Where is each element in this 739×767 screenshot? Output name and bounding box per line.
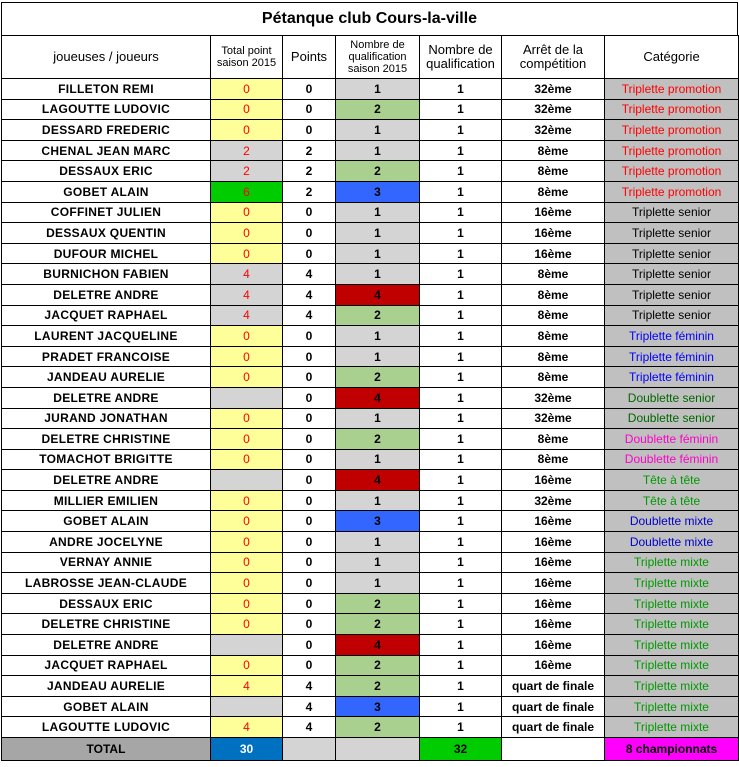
total-points-cell: 0	[211, 552, 283, 573]
table-row	[2, 367, 739, 388]
total-points-cell	[211, 387, 283, 408]
total-points-cell: 2	[211, 140, 283, 161]
points-cell: 0	[283, 202, 336, 223]
table-row	[2, 717, 739, 738]
player-name: LAGOUTTE LUDOVIC	[2, 717, 211, 738]
categorie-cell: Triplette senior	[605, 223, 739, 244]
points-cell: 0	[283, 470, 336, 491]
player-name: DELETRE ANDRE	[2, 470, 211, 491]
categorie-cell: Doublette mixte	[605, 532, 739, 553]
categorie-cell: Triplette mixte	[605, 676, 739, 697]
points-cell: 0	[283, 552, 336, 573]
points-cell: 0	[283, 326, 336, 347]
table-row	[2, 490, 739, 511]
player-name: GOBET ALAIN	[2, 696, 211, 717]
categorie-cell: Triplette mixte	[605, 696, 739, 717]
categorie-cell: Doublette senior	[605, 387, 739, 408]
nb-qualif-2015-cell: 1	[336, 326, 420, 347]
player-name: DELETRE CHRISTINE	[2, 614, 211, 635]
total-points-cell: 0	[211, 593, 283, 614]
points-cell: 4	[283, 305, 336, 326]
arret-cell: 8ème	[502, 284, 605, 305]
table-row	[2, 264, 739, 285]
categorie-cell: Triplette promotion	[605, 181, 739, 202]
points-cell: 4	[283, 696, 336, 717]
nb-qualif-cell: 1	[420, 717, 502, 738]
header-arret: Arrêt de la compétition	[502, 36, 605, 79]
categorie-cell: Triplette senior	[605, 284, 739, 305]
categorie-cell: Triplette mixte	[605, 717, 739, 738]
points-cell: 0	[283, 593, 336, 614]
total-points-cell: 0	[211, 99, 283, 120]
table-row	[2, 655, 739, 676]
nb-qualif-2015-cell: 2	[336, 614, 420, 635]
arret-cell: 8ème	[502, 140, 605, 161]
points-cell: 2	[283, 140, 336, 161]
nb-qualif-cell: 1	[420, 140, 502, 161]
arret-cell: 8ème	[502, 326, 605, 347]
arret-cell: 8ème	[502, 346, 605, 367]
arret-cell: 32ème	[502, 387, 605, 408]
points-cell: 0	[283, 635, 336, 656]
points-cell: 0	[283, 387, 336, 408]
arret-cell: quart de finale	[502, 696, 605, 717]
arret-cell: 8ème	[502, 449, 605, 470]
nb-qualif-cell: 1	[420, 532, 502, 553]
nb-qualif-cell: 1	[420, 243, 502, 264]
nb-qualif-2015-cell: 1	[336, 79, 420, 100]
nb-qualif-2015-cell: 1	[336, 532, 420, 553]
player-name: JANDEAU AURELIE	[2, 676, 211, 697]
nb-qualif-cell: 1	[420, 408, 502, 429]
arret-cell: 16ème	[502, 511, 605, 532]
nb-qualif-cell: 1	[420, 490, 502, 511]
nb-qualif-2015-cell: 2	[336, 367, 420, 388]
player-name: DUFOUR MICHEL	[2, 243, 211, 264]
nb-qualif-2015-cell: 1	[336, 264, 420, 285]
points-cell: 0	[283, 532, 336, 553]
nb-qualif-2015-cell: 4	[336, 284, 420, 305]
categorie-cell: Triplette promotion	[605, 140, 739, 161]
total-empty-nq2015	[336, 738, 420, 761]
categorie-cell: Triplette promotion	[605, 120, 739, 141]
player-name: DESSARD FREDERIC	[2, 120, 211, 141]
nb-qualif-cell: 1	[420, 202, 502, 223]
nb-qualif-cell: 1	[420, 305, 502, 326]
nb-qualif-cell: 1	[420, 573, 502, 594]
total-points-cell: 2	[211, 161, 283, 182]
player-name: JANDEAU AURELIE	[2, 367, 211, 388]
table-row	[2, 223, 739, 244]
nb-qualif-2015-cell: 4	[336, 470, 420, 491]
nb-qualif-2015-cell: 2	[336, 655, 420, 676]
nb-qualif-2015-cell: 2	[336, 429, 420, 450]
header-players: joueuses / joueurs	[2, 36, 211, 79]
total-categories: 8 championnats	[605, 738, 739, 761]
player-name: DELETRE ANDRE	[2, 635, 211, 656]
total-points-cell: 0	[211, 346, 283, 367]
total-points-cell: 4	[211, 717, 283, 738]
total-points-cell: 0	[211, 408, 283, 429]
points-cell: 0	[283, 367, 336, 388]
categorie-cell: Triplette promotion	[605, 79, 739, 100]
table-row	[2, 181, 739, 202]
player-name: PRADET FRANCOISE	[2, 346, 211, 367]
nb-qualif-cell: 1	[420, 696, 502, 717]
nb-qualif-cell: 1	[420, 635, 502, 656]
nb-qualif-cell: 1	[420, 614, 502, 635]
nb-qualif-2015-cell: 4	[336, 635, 420, 656]
categorie-cell: Triplette mixte	[605, 614, 739, 635]
nb-qualif-cell: 1	[420, 449, 502, 470]
table-row	[2, 120, 739, 141]
categorie-cell: Triplette senior	[605, 264, 739, 285]
total-points-cell: 0	[211, 367, 283, 388]
categorie-cell: Tête à tête	[605, 470, 739, 491]
header-nb-qualif: Nombre de qualification	[420, 36, 502, 79]
nb-qualif-cell: 1	[420, 181, 502, 202]
player-name: DELETRE ANDRE	[2, 284, 211, 305]
player-name: DELETRE ANDRE	[2, 387, 211, 408]
player-name: CHENAL JEAN MARC	[2, 140, 211, 161]
points-cell: 0	[283, 99, 336, 120]
total-points-cell: 0	[211, 449, 283, 470]
categorie-cell: Tête à tête	[605, 490, 739, 511]
categorie-cell: Triplette mixte	[605, 593, 739, 614]
nb-qualif-2015-cell: 1	[336, 223, 420, 244]
results-table	[1, 35, 739, 761]
points-cell: 0	[283, 79, 336, 100]
player-name: COFFINET JULIEN	[2, 202, 211, 223]
points-cell: 0	[283, 655, 336, 676]
total-points-cell: 0	[211, 511, 283, 532]
points-cell: 0	[283, 243, 336, 264]
player-name: VERNAY ANNIE	[2, 552, 211, 573]
arret-cell: 32ème	[502, 408, 605, 429]
nb-qualif-cell: 1	[420, 429, 502, 450]
player-name: DESSAUX QUENTIN	[2, 223, 211, 244]
arret-cell: 16ème	[502, 635, 605, 656]
header-categorie: Catégorie	[605, 36, 739, 79]
total-points-cell: 0	[211, 614, 283, 635]
table-row	[2, 552, 739, 573]
arret-cell: 8ème	[502, 181, 605, 202]
table-row	[2, 79, 739, 100]
total-points-cell: 0	[211, 120, 283, 141]
points-cell: 2	[283, 181, 336, 202]
table-row	[2, 449, 739, 470]
nb-qualif-2015-cell: 1	[336, 202, 420, 223]
categorie-cell: Doublette féminin	[605, 449, 739, 470]
arret-cell: 8ème	[502, 367, 605, 388]
nb-qualif-2015-cell: 2	[336, 305, 420, 326]
nb-qualif-cell: 1	[420, 655, 502, 676]
total-points-cell: 0	[211, 202, 283, 223]
player-name: MILLIER EMILIEN	[2, 490, 211, 511]
total-empty-arret	[502, 738, 605, 761]
total-empty-points	[283, 738, 336, 761]
header-nb-qualif-2015: Nombre de qualification saison 2015	[336, 36, 420, 79]
points-cell: 0	[283, 449, 336, 470]
nb-qualif-cell: 1	[420, 79, 502, 100]
nb-qualif-cell: 1	[420, 367, 502, 388]
arret-cell: 32ème	[502, 79, 605, 100]
points-cell: 0	[283, 490, 336, 511]
arret-cell: quart de finale	[502, 676, 605, 697]
total-points-cell	[211, 635, 283, 656]
categorie-cell: Doublette mixte	[605, 511, 739, 532]
arret-cell: 16ème	[502, 552, 605, 573]
player-name: GOBET ALAIN	[2, 181, 211, 202]
nb-qualif-2015-cell: 3	[336, 696, 420, 717]
table-row	[2, 532, 739, 553]
table-row	[2, 243, 739, 264]
nb-qualif-2015-cell: 4	[336, 387, 420, 408]
header-points: Points	[283, 36, 336, 79]
arret-cell: 16ème	[502, 243, 605, 264]
arret-cell: 16ème	[502, 573, 605, 594]
nb-qualif-cell: 1	[420, 593, 502, 614]
table-row	[2, 387, 739, 408]
points-cell: 0	[283, 614, 336, 635]
categorie-cell: Triplette mixte	[605, 573, 739, 594]
points-cell: 0	[283, 573, 336, 594]
table-row	[2, 99, 739, 120]
player-name: JACQUET RAPHAEL	[2, 305, 211, 326]
table-row	[2, 408, 739, 429]
nb-qualif-cell: 1	[420, 552, 502, 573]
arret-cell: 16ème	[502, 470, 605, 491]
points-cell: 0	[283, 223, 336, 244]
player-name: LAGOUTTE LUDOVIC	[2, 99, 211, 120]
nb-qualif-2015-cell: 1	[336, 408, 420, 429]
nb-qualif-2015-cell: 2	[336, 161, 420, 182]
arret-cell: 8ème	[502, 305, 605, 326]
categorie-cell: Doublette féminin	[605, 429, 739, 450]
sheet-title: Pétanque club Cours-la-ville	[1, 2, 738, 35]
arret-cell: 16ème	[502, 202, 605, 223]
table-row	[2, 676, 739, 697]
total-points-cell: 0	[211, 490, 283, 511]
table-row	[2, 593, 739, 614]
nb-qualif-2015-cell: 3	[336, 511, 420, 532]
nb-qualif-2015-cell: 2	[336, 593, 420, 614]
arret-cell: 16ème	[502, 655, 605, 676]
arret-cell: 16ème	[502, 532, 605, 553]
nb-qualif-cell: 1	[420, 511, 502, 532]
player-name: DELETRE CHRISTINE	[2, 429, 211, 450]
nb-qualif-cell: 1	[420, 264, 502, 285]
total-points-cell: 4	[211, 264, 283, 285]
nb-qualif-cell: 1	[420, 470, 502, 491]
nb-qualif-2015-cell: 1	[336, 552, 420, 573]
player-name: BURNICHON FABIEN	[2, 264, 211, 285]
categorie-cell: Triplette senior	[605, 305, 739, 326]
player-name: FILLETON REMI	[2, 79, 211, 100]
total-points-cell: 6	[211, 181, 283, 202]
table-row	[2, 284, 739, 305]
total-points-cell: 0	[211, 573, 283, 594]
total-points-cell: 0	[211, 532, 283, 553]
categorie-cell: Triplette senior	[605, 202, 739, 223]
arret-cell: 16ème	[502, 614, 605, 635]
categorie-cell: Triplette mixte	[605, 655, 739, 676]
table-row	[2, 614, 739, 635]
arret-cell: 16ème	[502, 223, 605, 244]
total-points-cell	[211, 696, 283, 717]
nb-qualif-cell: 1	[420, 99, 502, 120]
nb-qualif-2015-cell: 1	[336, 346, 420, 367]
points-cell: 2	[283, 161, 336, 182]
arret-cell: 16ème	[502, 593, 605, 614]
nb-qualif-cell: 1	[420, 326, 502, 347]
arret-cell: 8ème	[502, 264, 605, 285]
categorie-cell: Triplette senior	[605, 243, 739, 264]
total-nb-qualif-sum: 32	[420, 738, 502, 761]
total-points-cell: 0	[211, 326, 283, 347]
table-row	[2, 326, 739, 347]
nb-qualif-2015-cell: 1	[336, 120, 420, 141]
nb-qualif-cell: 1	[420, 161, 502, 182]
table-row	[2, 573, 739, 594]
categorie-cell: Triplette promotion	[605, 161, 739, 182]
total-points-cell: 0	[211, 223, 283, 244]
player-name: ANDRE JOCELYNE	[2, 532, 211, 553]
categorie-cell: Doublette senior	[605, 408, 739, 429]
table-row	[2, 161, 739, 182]
nb-qualif-2015-cell: 2	[336, 99, 420, 120]
points-cell: 4	[283, 264, 336, 285]
nb-qualif-cell: 1	[420, 387, 502, 408]
player-name: DESSAUX ERIC	[2, 161, 211, 182]
player-name: LAURENT JACQUELINE	[2, 326, 211, 347]
table-row	[2, 429, 739, 450]
points-cell: 0	[283, 346, 336, 367]
arret-cell: 32ème	[502, 120, 605, 141]
nb-qualif-2015-cell: 1	[336, 573, 420, 594]
total-points-cell	[211, 470, 283, 491]
points-cell: 0	[283, 429, 336, 450]
player-name: LABROSSE JEAN-CLAUDE	[2, 573, 211, 594]
total-points-cell: 4	[211, 305, 283, 326]
table-row	[2, 140, 739, 161]
arret-cell: 8ème	[502, 429, 605, 450]
player-name: DESSAUX ERIC	[2, 593, 211, 614]
categorie-cell: Triplette féminin	[605, 367, 739, 388]
nb-qualif-cell: 1	[420, 284, 502, 305]
total-points-cell: 0	[211, 655, 283, 676]
header-total-points: Total point saison 2015	[211, 36, 283, 79]
total-points-cell: 4	[211, 284, 283, 305]
spreadsheet	[1, 2, 738, 761]
categorie-cell: Triplette promotion	[605, 99, 739, 120]
arret-cell: 32ème	[502, 490, 605, 511]
points-cell: 0	[283, 120, 336, 141]
points-cell: 4	[283, 284, 336, 305]
total-label: TOTAL	[2, 738, 211, 761]
table-row	[2, 635, 739, 656]
table-row	[2, 346, 739, 367]
nb-qualif-2015-cell: 2	[336, 717, 420, 738]
table-row	[2, 470, 739, 491]
table-row	[2, 305, 739, 326]
categorie-cell: Triplette mixte	[605, 635, 739, 656]
categorie-cell: Triplette féminin	[605, 346, 739, 367]
header-row	[2, 36, 739, 79]
total-points-sum: 30	[211, 738, 283, 761]
points-cell: 0	[283, 511, 336, 532]
arret-cell: 32ème	[502, 99, 605, 120]
arret-cell: quart de finale	[502, 717, 605, 738]
nb-qualif-2015-cell: 1	[336, 449, 420, 470]
table-row	[2, 696, 739, 717]
total-points-cell: 0	[211, 243, 283, 264]
categorie-cell: Triplette féminin	[605, 326, 739, 347]
categorie-cell: Triplette mixte	[605, 552, 739, 573]
nb-qualif-cell: 1	[420, 346, 502, 367]
nb-qualif-2015-cell: 1	[336, 140, 420, 161]
points-cell: 4	[283, 717, 336, 738]
total-points-cell: 0	[211, 79, 283, 100]
total-points-cell: 4	[211, 676, 283, 697]
total-row	[2, 738, 739, 761]
nb-qualif-2015-cell: 1	[336, 490, 420, 511]
nb-qualif-cell: 1	[420, 676, 502, 697]
total-points-cell: 0	[211, 429, 283, 450]
points-cell: 0	[283, 408, 336, 429]
player-name: JURAND JONATHAN	[2, 408, 211, 429]
player-name: TOMACHOT BRIGITTE	[2, 449, 211, 470]
nb-qualif-cell: 1	[420, 120, 502, 141]
table-row	[2, 511, 739, 532]
nb-qualif-2015-cell: 2	[336, 676, 420, 697]
player-name: JACQUET RAPHAEL	[2, 655, 211, 676]
nb-qualif-2015-cell: 1	[336, 243, 420, 264]
table-row	[2, 202, 739, 223]
nb-qualif-2015-cell: 3	[336, 181, 420, 202]
arret-cell: 8ème	[502, 161, 605, 182]
player-name: GOBET ALAIN	[2, 511, 211, 532]
nb-qualif-cell: 1	[420, 223, 502, 244]
points-cell: 4	[283, 676, 336, 697]
